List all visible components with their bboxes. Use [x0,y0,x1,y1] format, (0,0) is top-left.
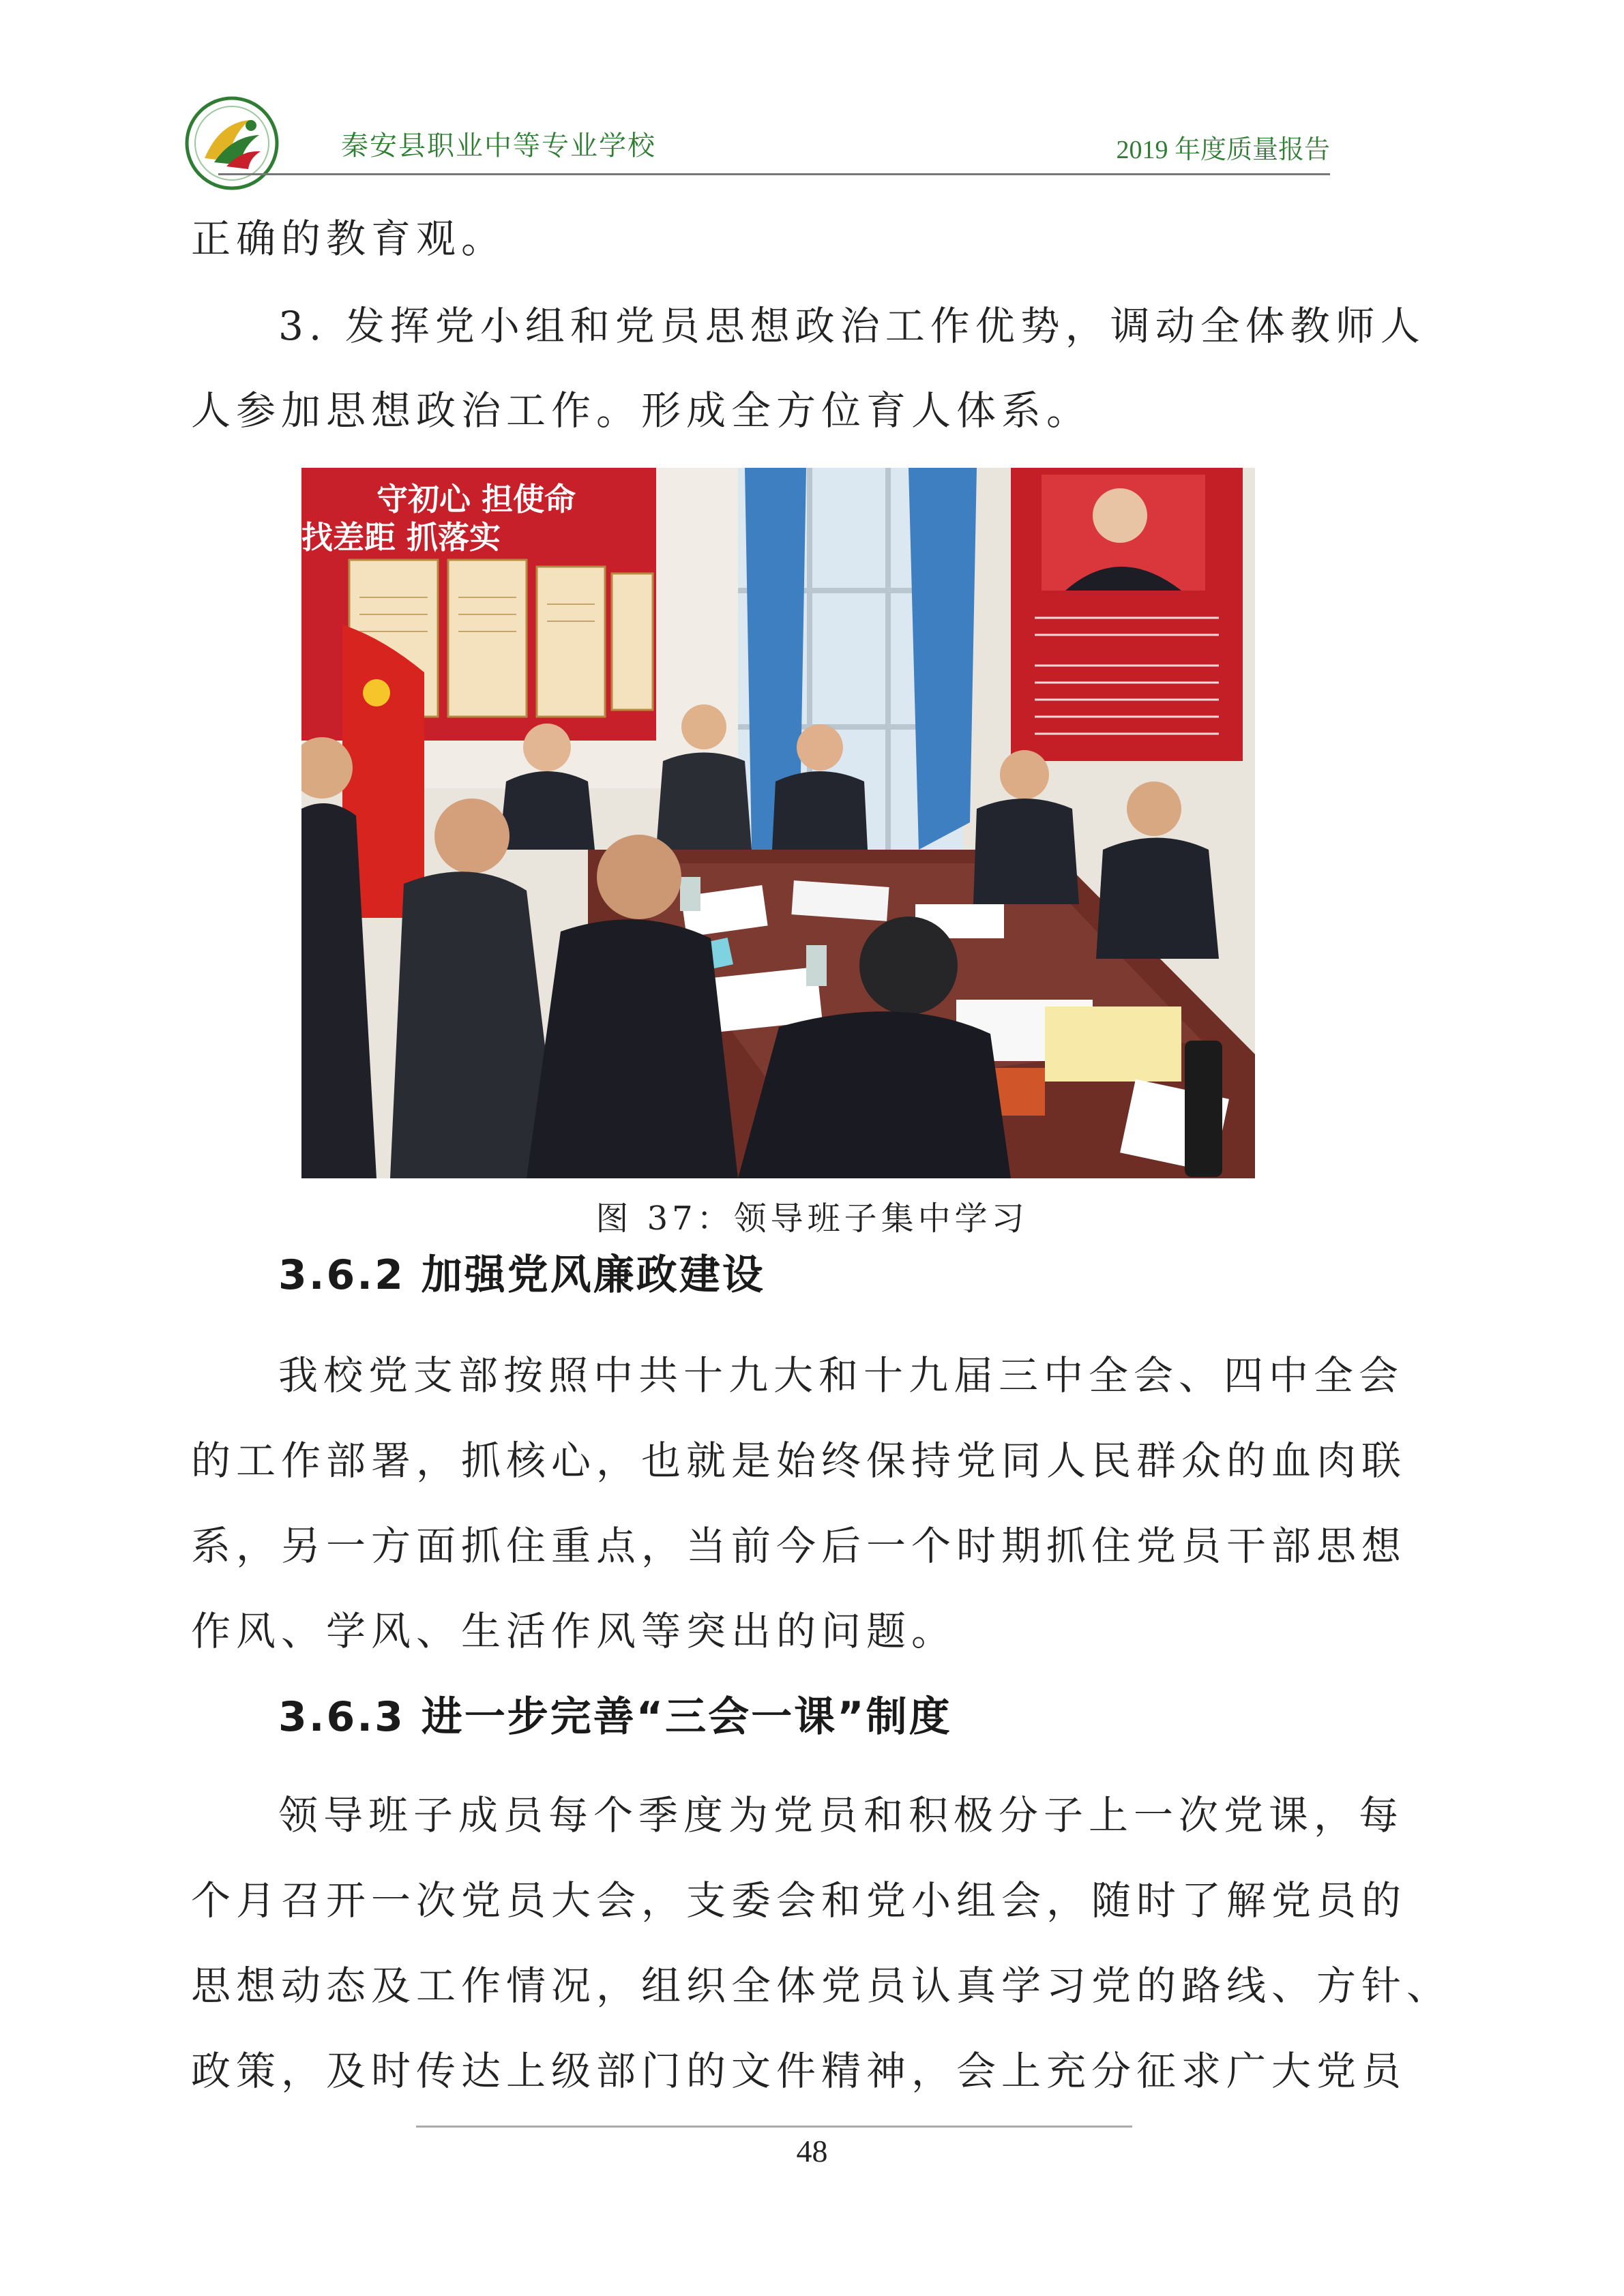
paragraph-line: 个月召开一次党员大会，支委会和党小组会，随时了解党员的 [191,1877,1407,1924]
paragraph-line: 3. 发挥党小组和党员思想政治工作优势，调动全体教师人 [278,303,1426,349]
paragraph-line: 政策，及时传达上级部门的文件精神，会上充分征求广大党员 [191,2048,1407,2094]
page-header [184,95,1330,184]
figure-caption: 图 37：领导班子集中学习 [595,1199,1029,1238]
school-name: 秦安县职业中等专业学校 [341,130,656,162]
paragraph-line: 我校党支部按照中共十九大和十九届三中全会、四中全会 [278,1352,1404,1399]
paragraph-line: 正确的教育观。 [191,215,507,262]
banner-text-line1: 守初心 担使命 [377,481,576,518]
curtain-right [909,468,977,850]
school-emblem-icon [184,95,280,191]
paragraph-line: 作风、学风、生活作风等突出的问题。 [191,1608,957,1654]
page-number: 48 [796,2134,828,2168]
footer-divider [416,2126,1132,2128]
paragraph-line: 思想动态及工作情况，组织全体党员认真学习党的路线、方针、 [191,1963,1452,2009]
thermos-bottle [1185,1041,1222,1177]
folder [1045,1007,1181,1082]
section-heading-3-6-2: 3.6.2 加强党风廉政建设 [278,1251,765,1299]
report-title: 2019 年度质量报告 [1116,136,1330,164]
paragraph-line: 的工作部署，抓核心，也就是始终保持党同人民群众的血肉联 [191,1437,1407,1484]
paragraph-line: 系，另一方面抓住重点，当前今后一个时期抓住党员干部思想 [191,1523,1407,1569]
paragraph-line: 领导班子成员每个季度为党员和积极分子上一次党课，每 [278,1792,1404,1838]
paragraph-line: 人参加思想政治工作。形成全方位育人体系。 [191,387,1092,434]
header-divider [218,173,1330,175]
meeting-photo [301,468,1255,1178]
section-heading-3-6-3: 3.6.3 进一步完善“三会一课”制度 [278,1693,952,1741]
banner-text-line2: 找差距 抓落实 [301,519,501,556]
